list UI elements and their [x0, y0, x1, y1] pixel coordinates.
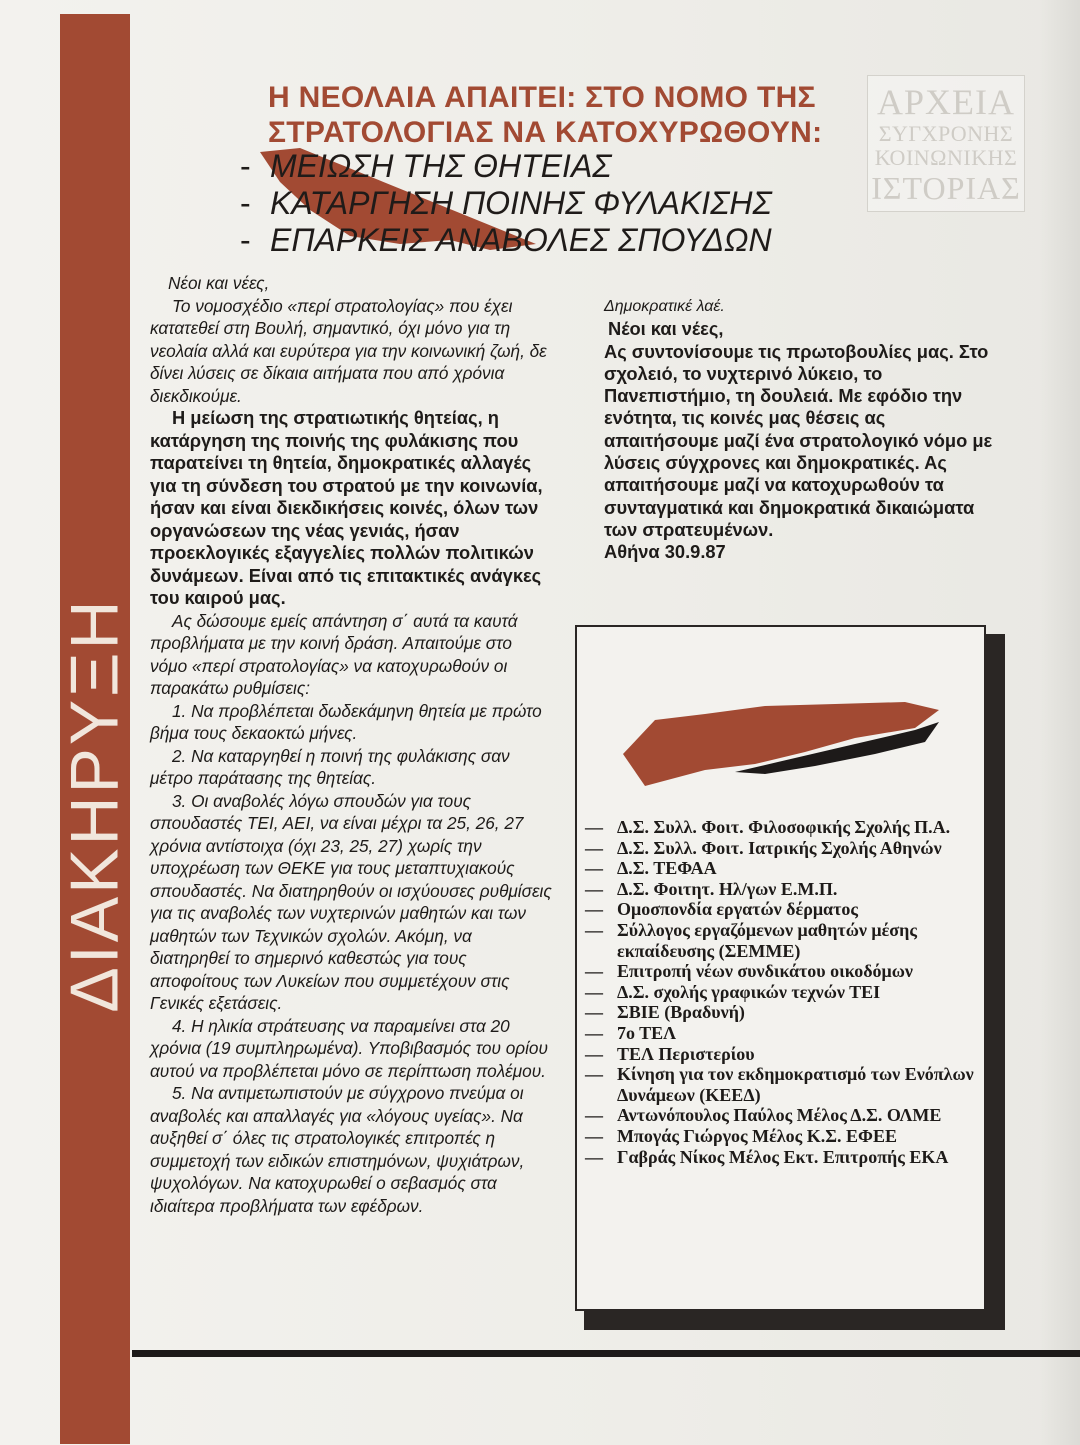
signatories-box: [575, 625, 986, 1311]
signatory-name: Σύλλογος εργαζόμενων μαθητών μέσης εκπαίδευσης (ΣΕΜΜΕ): [617, 919, 917, 961]
right-column: [604, 296, 994, 564]
signatory-name: Αντωνόπουλος Παύλος Μέλος Δ.Σ. ΟΛΜΕ: [617, 1105, 942, 1126]
signatory-dash: —: [585, 1043, 603, 1064]
signatory: [585, 899, 977, 920]
place-date: Αθήνα 30.9.87: [604, 541, 726, 563]
greeting-youth: Νέοι και νέες,: [608, 318, 724, 340]
bottom-rule: [132, 1350, 1080, 1357]
signatory-name: ΣΒΙΕ (Βραδυνή): [617, 1002, 745, 1023]
signatory-name: Γαβράς Νίκος Μέλος Εκτ. Επιτροπής ΕΚΑ: [617, 1146, 949, 1167]
signatory-dash: —: [585, 1002, 603, 1023]
signatory-dash: —: [585, 817, 603, 837]
demand-text: ΕΠΑΡΚΕΙΣ ΑΝΑΒΟΛΕΣ ΣΠΟΥΔΩΝ: [270, 222, 772, 258]
signatory-dash: —: [585, 919, 603, 940]
demand-intro-paragraph: Ας δώσουμε εμείς απάντηση σ΄ αυτά τα καυτά προβλήματα με την κοινή δράση. Απαιτούμε στο νόμο «περί στρατολογίας» να κατοχυρωθούν οι παρακάτω ρυθμίσεις:: [150, 610, 518, 698]
signatory: [585, 1105, 977, 1126]
signatory: [585, 920, 977, 961]
demand-point-1: 1. Να προβλέπεται δωδεκάμηνη θητεία με πρώτο βήμα τους δεκαοκτώ μήνες.: [150, 700, 542, 743]
signatory-name: Επιτροπή νέων συνδικάτου οικοδόμων: [617, 961, 913, 982]
signatory-name: Ομοσπονδία εργατών δέρματος: [617, 899, 858, 920]
signatory: [585, 1147, 977, 1168]
signatory-dash: —: [585, 1022, 603, 1043]
signatory-dash: —: [585, 837, 603, 858]
signatory: [585, 1023, 977, 1044]
intro-paragraph: Το νομοσχέδιο «περί στρατολογίας» που έχει κατατεθεί στη Βουλή, σημαντικό, όχι μόνο για τη νεολαία αλλά και ευρύτερα για την κοινωνική ζωή, δε δίνει λύσεις σε δίκαια αιτήματα που από χρόνια διεκδικούμε.: [150, 295, 547, 406]
signatory: [585, 1002, 977, 1023]
signatory-dash: —: [585, 1146, 603, 1167]
logo-line-2: ΣΥΓΧΡΟΝΗΣ: [878, 121, 1014, 146]
headline: [268, 80, 858, 150]
signatory: [585, 982, 977, 1003]
left-column: [150, 272, 552, 1217]
signatory-dash: —: [585, 878, 603, 899]
signatory-name: Δ.Σ. σχολής γραφικών τεχνών ΤΕΙ: [617, 981, 881, 1002]
signatory-name: Δ.Σ. Συλλ. Φοιτ. Ιατρικής Σχολής Αθηνών: [617, 837, 942, 858]
demand-text: ΚΑΤΑΡΓΗΣΗ ΠΟΙΝΗΣ ΦΥΛΑΚΙΣΗΣ: [270, 185, 772, 221]
signatory: [585, 879, 977, 900]
signatories-list: [585, 817, 977, 1167]
signatory-dash: —: [585, 858, 603, 879]
signatory: [585, 858, 977, 879]
demand-item: [240, 148, 860, 185]
demand-point-3: 3. Οι αναβολές λόγω σπουδών για τους σπουδαστές ΤΕΙ, ΑΕΙ, να είναι μέχρι τα 25, 26, 27 χρόνια αντίστοιχα (όχι 23, 25, 27) χωρίς την υποχρέωση των ΘΕΚΕ για τους μεταπτυχιακούς σπουδαστές. Να διατηρηθούν οι ισχύουσες ρυθμίσεις για τις αναβολές των νυχτερινών μαθητών και των μαθητών των Τεχνικών σχολών. Ακόμη, να διατηρηθεί το σημερινό καθεστώς για τους αποφοίτους των Λυκείων που συμμετέχουν στις Γενικές εξετάσεις.: [150, 790, 552, 1013]
archive-logo: [867, 75, 1025, 212]
greeting: Δημοκρατικέ λαέ.: [604, 298, 725, 315]
signatory: [585, 817, 977, 838]
logo-line-3: ΚΟΙΝΩΝΙΚΗΣ: [874, 145, 1018, 170]
signatory-name: Κίνηση για τον εκδημοκρατισμό των Ενόπλων Δυνάμεων (ΚΕΕΔ): [617, 1064, 974, 1105]
headline-line-1: Η ΝΕΟΛΑΙΑ ΑΠΑΙΤΕΙ: ΣΤΟ ΝΟΜΟ ΤΗΣ: [268, 81, 816, 114]
headline-line-2: ΣΤΡΑΤΟΛΟΓΙΑΣ ΝΑ ΚΑΤΟΧΥΡΩΘΟΥΝ:: [268, 116, 823, 149]
torn-paper-graphic: [615, 702, 945, 792]
demand-item: [240, 185, 860, 222]
demand-dash: -: [240, 148, 251, 184]
signatory-name: ΤΕΛ Περιστερίου: [617, 1043, 755, 1064]
paper-fold-shadow: [1040, 0, 1080, 1445]
signatory: [585, 1044, 977, 1065]
side-band-title: [57, 597, 133, 1013]
signatory-dash: —: [585, 1125, 603, 1146]
demand-text: ΜΕΙΩΣΗ ΤΗΣ ΘΗΤΕΙΑΣ: [270, 148, 612, 184]
signatory-dash: —: [585, 961, 603, 982]
signatory-dash: —: [585, 1105, 603, 1126]
signatory: [585, 838, 977, 859]
demand-item: [240, 222, 860, 259]
signatory: [585, 961, 977, 982]
signatory-dash: —: [585, 1064, 603, 1085]
signatory-name: 7ο ΤΕΛ: [617, 1022, 677, 1043]
signatory-name: Δ.Σ. ΤΕΦΑΑ: [617, 858, 717, 879]
side-band-title-text: ΔΙΑΚΗΡΥΞΗ: [57, 597, 133, 1013]
signatory-dash: —: [585, 899, 603, 920]
logo-line-4: ΙΣΤΟΡΙΑΣ: [871, 170, 1021, 206]
demands-list: [240, 148, 860, 259]
logo-line-1: ΑΡΧΕΙΑ: [877, 82, 1015, 122]
signatory: [585, 1126, 977, 1147]
salutation: Νέοι και νέες,: [168, 273, 270, 293]
signatory-dash: —: [585, 981, 603, 1002]
demand-point-4: 4. Η ηλικία στράτευσης να παραμείνει στα 20 χρόνια (19 συμπληρωμένα). Υποβιβασμός του ορίου αυτού να προβλέπεται μόνο σε περίπτωση πολέμου.: [150, 1015, 548, 1081]
signatory-name: Μπογάς Γιώργος Μέλος Κ.Σ. ΕΦΕΕ: [617, 1125, 897, 1146]
demand-point-2: 2. Να καταργηθεί η ποινή της φυλάκισης σαν μέτρο παράτασης της θητείας.: [150, 745, 510, 788]
signatory: [585, 1064, 977, 1105]
emphasis-paragraph: Η μείωση της στρατιωτικής θητείας, η κατάργηση της ποινής της φυλάκισης που παρατείνει τη θητεία, δημοκρατικές αλλαγές για τη σύνδεση του στρατού με την κοινωνία, ήσαν και είναι διεκδικήσεις κοινές, όλων των οργανώσεων της νέας γενιάς, ήσαν προεκλογικές εξαγγελίες πολλών πολιτικών δυνάμεων. Είναι από τις επιτακτικές ανάγκες του καιρού μας.: [150, 407, 543, 608]
demand-dash: -: [240, 185, 251, 221]
signatory-name: Δ.Σ. Συλλ. Φοιτ. Φιλοσοφικής Σχολής Π.Α.: [617, 817, 951, 837]
demand-point-5: 5. Να αντιμετωπιστούν με σύγχρονο πνεύμα οι αναβολές και απαλλαγές για «λόγους υγείας». Να αυξηθεί σ΄ όλες τις στρατολογικές επιτροπές η συμμετοχή των ειδικών επιστημόνων, ψυχιάτρων, ψυχολόγων. Να κατοχυρωθεί ο σεβασμός στα ιδιαίτερα προβλήματα των εφέδρων.: [150, 1083, 525, 1216]
call-to-action: Ας συντονίσουμε τις πρωτοβουλίες μας. Στο σχολειό, το νυχτερινό λύκειο, το Πανεπιστήμιο, τη δουλειά. Με εφόδιο την ενότητα, τις κοινές μας θέσεις ας απαιτήσουμε μαζί ένα στρατολογικό νόμο με λύσεις σύγχρονες και δημοκρατικές. Ας απαιτήσουμε μαζί να κατοχυρωθούν τα συνταγματικά και δημοκρατικά δικαιώματα των στρατευμένων.: [604, 340, 993, 540]
signatory-name: Δ.Σ. Φοιτητ. Ηλ/γων Ε.Μ.Π.: [617, 878, 838, 899]
demand-dash: -: [240, 222, 251, 258]
